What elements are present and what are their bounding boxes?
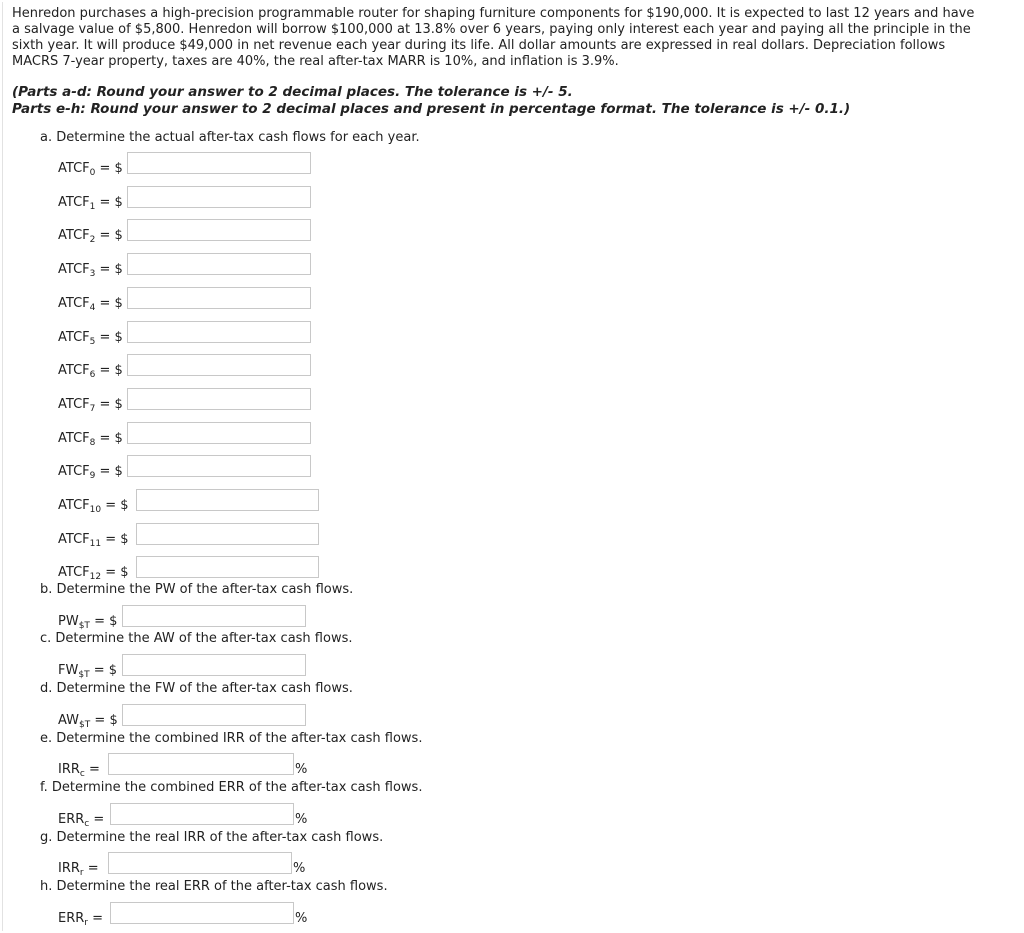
question-h: h. Determine the real ERR of the after-tax cash flows. xyxy=(40,879,388,894)
question-f: f. Determine the combined ERR of the after-tax cash flows. xyxy=(40,780,423,795)
atcf-input-0[interactable] xyxy=(127,152,311,174)
pw-label: $PW_{\$T}$ = $ xyxy=(58,614,118,631)
fw-label: $FW_{\$T}$ = $ xyxy=(58,663,118,680)
question-a: a. Determine the actual after-tax cash flows for each year. xyxy=(40,130,420,145)
atcf-input-5[interactable] xyxy=(127,321,311,343)
atcf-row-6 xyxy=(58,363,123,383)
atcf-label-8: $ATCF_8$ = $ xyxy=(58,430,123,448)
atcf-input-7[interactable] xyxy=(127,388,311,410)
atcf-input-1[interactable] xyxy=(127,186,311,208)
question-b: b. Determine the PW of the after-tax cash flows. xyxy=(40,582,354,597)
atcf-row-7 xyxy=(58,397,123,417)
atcf-row-8 xyxy=(58,431,123,451)
instructions xyxy=(12,84,1012,117)
atcf-input-12[interactable] xyxy=(136,556,319,578)
errc-label: $ERR_c$ = xyxy=(58,812,105,829)
atcf-label-10: $ATCF_{10}$ = $ xyxy=(58,498,129,515)
problem-line-3: sixth year. It will produce $49,000 in net revenue each year during its life. All dollar amounts are expressed in real dollars. Depreciation follows xyxy=(12,38,946,53)
atcf-input-9[interactable] xyxy=(127,455,311,477)
atcf-label-6: $ATCF_6$ = $ xyxy=(58,363,123,381)
atcf-label-3: $ATCF_3$ = $ xyxy=(58,262,123,280)
irrr-answer-row xyxy=(58,861,99,881)
atcf-row-9 xyxy=(58,464,123,484)
question-c: c. Determine the AW of the after-tax cash flows. xyxy=(40,631,353,646)
aw-answer-row xyxy=(58,713,118,733)
errc-percent: % xyxy=(295,812,308,827)
errr-input[interactable] xyxy=(110,902,294,924)
irrc-percent: % xyxy=(295,762,308,777)
atcf-label-9: $ATCF_9$ = $ xyxy=(58,464,123,482)
atcf-row-2 xyxy=(58,228,123,248)
atcf-row-4 xyxy=(58,296,123,316)
errc-input[interactable] xyxy=(110,803,294,825)
irrc-answer-row xyxy=(58,762,100,782)
problem-line-1: Henredon purchases a high-precision programmable router for shaping furniture components for $190,000. It is expected to last 12 years and have xyxy=(12,6,975,21)
atcf-row-5 xyxy=(58,330,123,350)
fw-input[interactable] xyxy=(122,654,306,676)
irrc-label: $IRR_c$ = xyxy=(58,762,100,779)
atcf-row-3 xyxy=(58,262,123,282)
atcf-input-11[interactable] xyxy=(136,523,319,545)
instructions-line-2: Parts e-h: Round your answer to 2 decimal places and present in percentage format. The tolerance is +/- 0.1.) xyxy=(12,100,851,117)
problem-line-2: a salvage value of $5,800. Henredon will borrow $100,000 at 13.8% over 6 years, paying only interest each year and paying all the principle in the xyxy=(12,22,971,37)
problem-statement xyxy=(12,6,1012,70)
errc-answer-row xyxy=(58,812,104,832)
atcf-label-0: $ATCF_0$ = $ xyxy=(58,161,123,178)
atcf-label-11: $ATCF_{11}$ = $ xyxy=(58,531,129,549)
atcf-row-10 xyxy=(58,498,129,518)
question-g: g. Determine the real IRR of the after-tax cash flows. xyxy=(40,830,384,845)
pw-input[interactable] xyxy=(122,605,306,627)
atcf-label-5: $ATCF_5$ = $ xyxy=(58,329,123,347)
errr-answer-row xyxy=(58,911,103,931)
atcf-input-10[interactable] xyxy=(136,489,319,511)
atcf-input-3[interactable] xyxy=(127,253,311,275)
irrr-input[interactable] xyxy=(108,852,292,874)
question-d: d. Determine the FW of the after-tax cash flows. xyxy=(40,681,353,696)
atcf-row-11 xyxy=(58,532,129,552)
errr-percent: % xyxy=(295,911,308,926)
atcf-input-6[interactable] xyxy=(127,354,311,376)
atcf-label-1: $ATCF_1$ = $ xyxy=(58,194,123,212)
atcf-row-1 xyxy=(58,195,123,215)
fw-answer-row xyxy=(58,663,117,683)
atcf-input-8[interactable] xyxy=(127,422,311,444)
atcf-label-7: $ATCF_7$ = $ xyxy=(58,396,123,414)
atcf-label-4: $ATCF_4$ = $ xyxy=(58,295,123,313)
irrr-percent: % xyxy=(293,861,306,876)
irrr-label: $IRR_r$ = xyxy=(58,861,99,878)
instructions-line-1: (Parts a-d: Round your answer to 2 decimal places. The tolerance is +/- 5. xyxy=(12,84,573,100)
errr-label: $ERR_r$ = xyxy=(58,911,104,928)
problem-line-4: MACRS 7-year property, taxes are 40%, the real after-tax MARR is 10%, and inflation is 3.9%. xyxy=(12,54,619,69)
aw-label: $AW_{\$T}$ = $ xyxy=(58,713,118,730)
question-e: e. Determine the combined IRR of the after-tax cash flows. xyxy=(40,731,423,746)
atcf-label-2: $ATCF_2$ = $ xyxy=(58,228,123,246)
atcf-label-12: $ATCF_{12}$ = $ xyxy=(58,565,129,583)
irrc-input[interactable] xyxy=(108,753,294,775)
atcf-input-4[interactable] xyxy=(127,287,311,309)
aw-input[interactable] xyxy=(122,704,306,726)
atcf-input-2[interactable] xyxy=(127,219,311,241)
atcf-row-0 xyxy=(58,161,123,181)
